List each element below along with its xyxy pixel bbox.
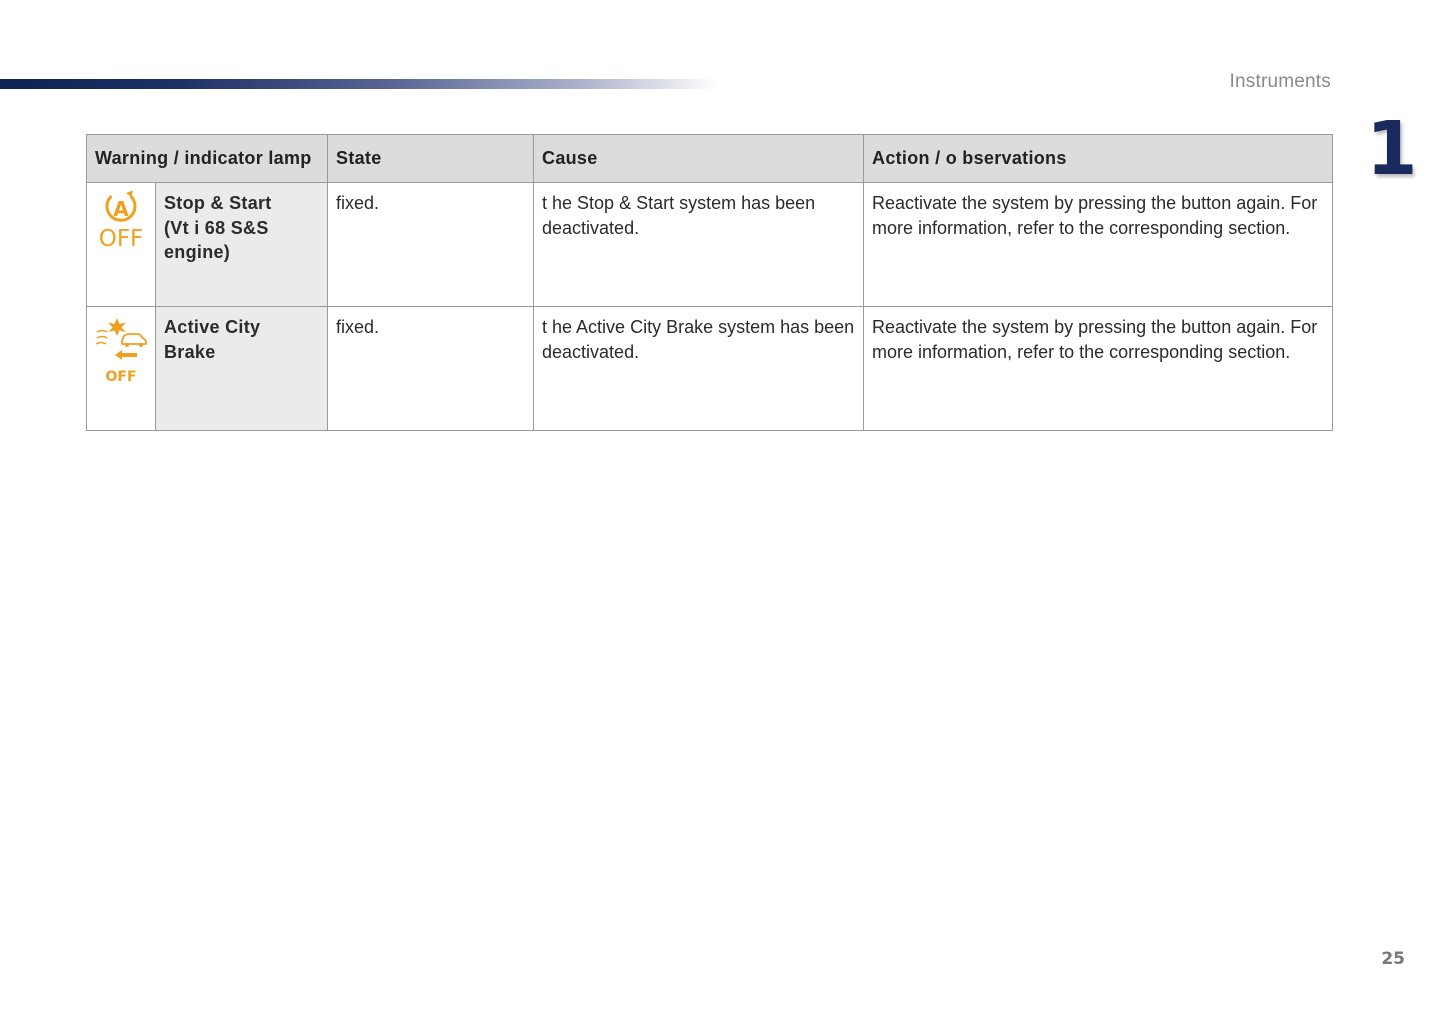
lamp-name-line: (Vt i 68 S&S bbox=[164, 217, 269, 238]
active-city-brake-icon-off-label: OFF bbox=[105, 368, 137, 385]
column-header-warning-lamp: Warning / indicator lamp bbox=[87, 135, 328, 183]
header-gradient-bar bbox=[0, 79, 720, 89]
lamp-name-line: engine) bbox=[164, 242, 231, 262]
state-cell: fixed. bbox=[328, 307, 534, 431]
state-cell: fixed. bbox=[328, 183, 534, 307]
table-header-row bbox=[87, 135, 1333, 183]
stop-start-off-icon bbox=[87, 189, 155, 250]
action-cell: Reactivate the system by pressing the button again. For more information, refer to the corresponding section. bbox=[864, 183, 1333, 307]
stop-start-icon-letter: A bbox=[113, 197, 129, 221]
column-header-state: State bbox=[328, 135, 534, 183]
action-cell: Reactivate the system by pressing the button again. For more information, refer to the corresponding section. bbox=[864, 307, 1333, 431]
column-header-action: Action / o bservations bbox=[864, 135, 1333, 183]
lamp-icon-cell bbox=[87, 183, 156, 307]
lamp-icon-cell bbox=[87, 307, 156, 431]
cause-cell: t he Active City Brake system has been deactivated. bbox=[534, 307, 864, 431]
table-row bbox=[87, 307, 1333, 431]
page-number: 25 bbox=[1381, 949, 1405, 969]
lamp-name-line: Brake bbox=[164, 341, 216, 362]
warning-lamps-table bbox=[86, 134, 1333, 431]
lamp-name-line: Active City bbox=[164, 317, 261, 337]
lamp-name-cell bbox=[156, 183, 328, 307]
chapter-number: 1 bbox=[1366, 106, 1418, 192]
active-city-brake-off-icon bbox=[87, 313, 155, 384]
cause-cell: t he Stop & Start system has been deactivated. bbox=[534, 183, 864, 307]
column-header-cause: Cause bbox=[534, 135, 864, 183]
lamp-name-line: Stop & Start bbox=[164, 193, 272, 213]
section-title: Instruments bbox=[1229, 71, 1331, 92]
stop-start-icon-off-label: OFF bbox=[98, 225, 144, 252]
lamp-name-cell bbox=[156, 307, 328, 431]
table-row bbox=[87, 183, 1333, 307]
